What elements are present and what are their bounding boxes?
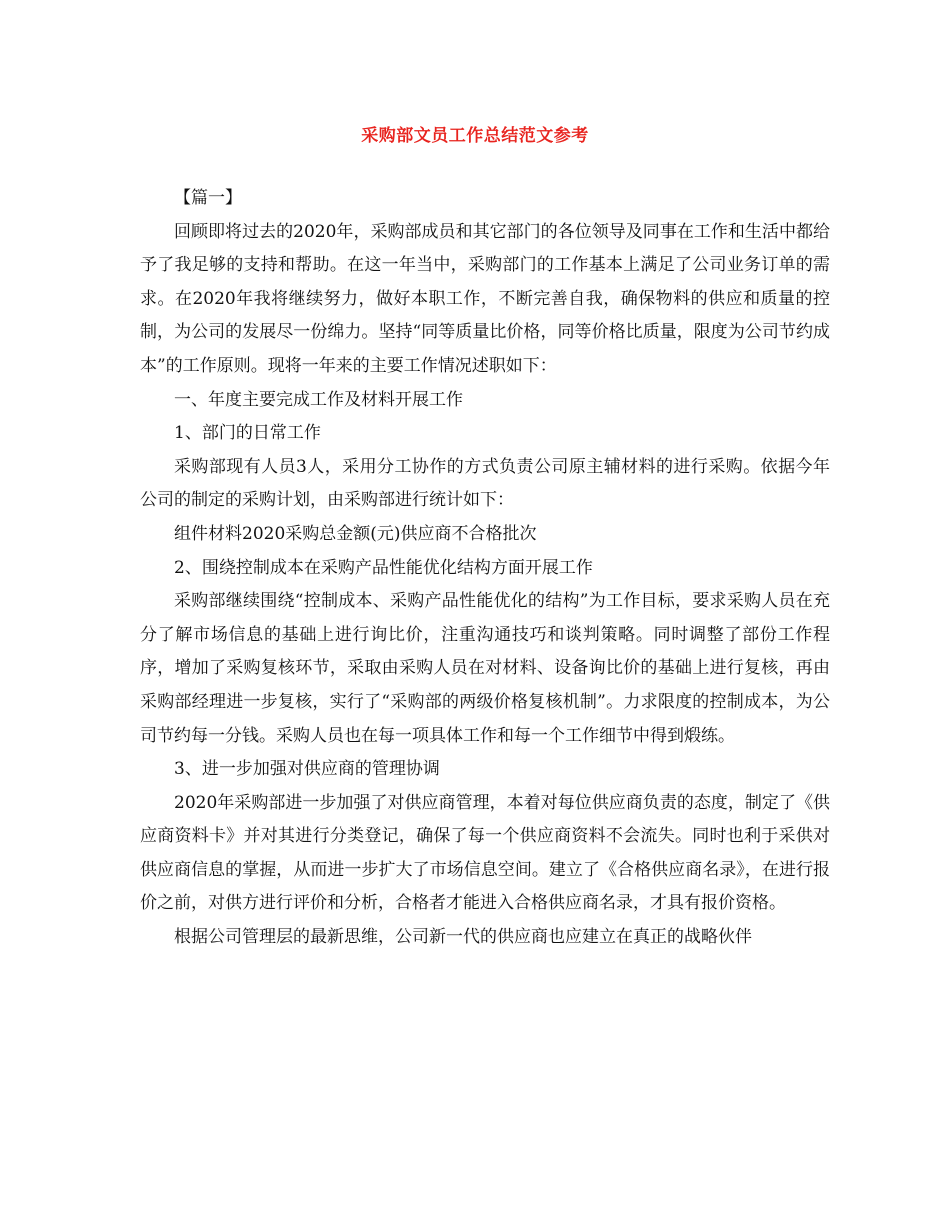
document-title: 采购部文员工作总结范文参考: [361, 126, 589, 146]
document-body: [140, 182, 830, 955]
statistics-line: 组件材料2020采购总金额(元)供应商不合格批次: [174, 523, 537, 544]
strategy-paragraph: 根据公司管理层的最新思维，公司新一代的供应商也应建立在真正的战略伙伴: [174, 927, 752, 948]
heading-annual-work: 一、年度主要完成工作及材料开展工作: [174, 389, 463, 410]
supplier-management-paragraph: 2020年采购部进一步加强了对供应商管理，本着对每位供应商负责的态度，制定了《供应商资料卡》并对其进行分类登记，确保了每一个供应商资料不会流失。同时也利于采供对供应商信息的掌握，从而进一步扩大了市场信息空间。建立了《合格供应商名录》，在进行报价之前，对供方进行评价和分析，合格者才能进入合格供应商名录，才具有报价资格。: [140, 792, 830, 914]
cost-control-paragraph: 采购部继续围绕“控制成本、采购产品性能优化的结构”为工作目标，要求采购人员在充分了解市场信息的基础上进行询比价，注重沟通技巧和谈判策略。同时调整了部份工作程序，增加了采购复核环节，采取由采购人员在对材料、设备询比价的基础上进行复核，再由采购部经理进一步复核，实行了“采购部的两级价格复核机制”。力求限度的控制成本，为公司节约每一分钱。采购人员也在每一项具体工作和每一个工作细节中得到煅练。: [140, 591, 830, 746]
daily-work-paragraph: 采购部现有人员3人，采用分工协作的方式负责公司原主辅材料的进行采购。依据今年公司的制定的采购计划，由采购部进行统计如下：: [140, 456, 830, 511]
heading-supplier-management: 3、进一步加强对供应商的管理协调: [174, 759, 440, 780]
section-heading-part-one: 【篇一】: [174, 188, 242, 208]
intro-paragraph: 回顾即将过去的2020年，采购部成员和其它部门的各位领导及同事在工作和生活中都给予了我足够的支持和帮助。在这一年当中，采购部门的工作基本上满足了公司业务订单的需求。在2020年我将继续努力，做好本职工作，不断完善自我，确保物料的供应和质量的控制，为公司的发展尽一份绵力。坚持“同等质量比价格，同等价格比质量，限度为公司节约成本”的工作原则。现将一年来的主要工作情况述职如下：: [140, 221, 830, 376]
heading-daily-work: 1、部门的日常工作: [174, 423, 321, 444]
heading-cost-control: 2、围绕控制成本在采购产品性能优化结构方面开展工作: [174, 557, 593, 578]
